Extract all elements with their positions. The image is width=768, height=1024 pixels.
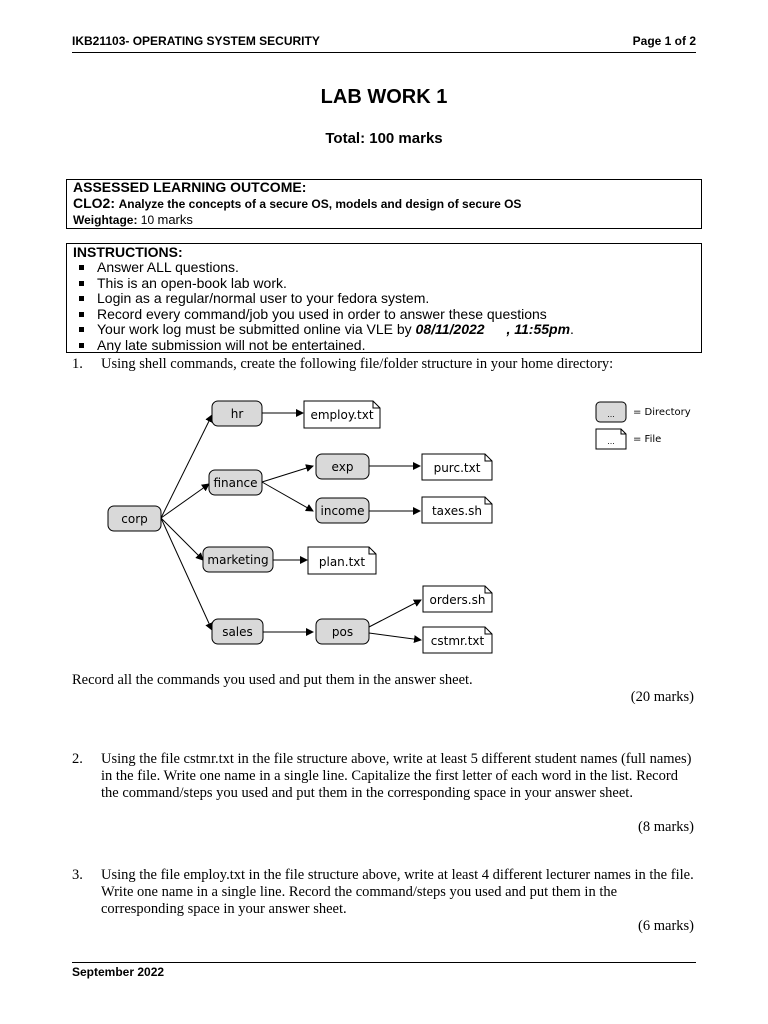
file-label: employ.txt <box>310 408 374 422</box>
file-node-plan <box>308 547 376 574</box>
legend-placeholder: ... <box>607 437 615 446</box>
dir-label: finance <box>213 476 258 490</box>
page-title: LAB WORK 1 <box>320 86 448 108</box>
file-label: purc.txt <box>433 461 481 475</box>
connector-corp-marketing <box>161 518 203 560</box>
dir-node-marketing <box>203 547 273 572</box>
weightage-label: Weightage: <box>73 213 138 227</box>
instruction-item: Answer ALL questions. <box>73 260 695 276</box>
instruction-item: This is an open-book lab work. <box>73 276 695 292</box>
legend-placeholder: ... <box>607 410 615 419</box>
question-3-marks: (6 marks) <box>638 918 694 934</box>
dir-node-hr <box>212 401 262 426</box>
connector-corp-sales <box>161 518 212 630</box>
diagram-connectors <box>161 413 421 640</box>
file-node-purc <box>422 454 492 480</box>
question-number: 1. <box>72 356 83 372</box>
total-marks: Total: 100 marks <box>325 130 443 147</box>
file-node-orders <box>423 586 492 612</box>
connector-pos-cstmr <box>369 633 421 640</box>
footer-rule <box>72 962 696 963</box>
dir-node-corp <box>108 506 161 531</box>
connector-pos-orders <box>369 600 421 627</box>
dir-node-income <box>316 498 369 523</box>
instruction-item: Any late submission will not be entertained. <box>73 338 695 354</box>
submission-date: 08/11/2022 <box>415 321 485 338</box>
submission-text: Your work log must be submitted online via VLE by <box>97 321 412 338</box>
file-node-taxes <box>422 497 492 523</box>
question-1-marks: (20 marks) <box>630 689 694 705</box>
instruction-item: Login as a regular/normal user to your fedora system. <box>73 291 695 307</box>
legend-file-label: = File <box>633 434 662 445</box>
clo-label: CLO2: <box>73 195 115 211</box>
page-number: Page 1 of 2 <box>632 34 696 48</box>
dir-node-pos <box>316 619 369 644</box>
legend-file <box>596 429 661 449</box>
dir-label: marketing <box>207 553 269 567</box>
weightage-value: 10 <box>140 213 155 227</box>
dir-node-sales <box>212 619 263 644</box>
file-label: taxes.sh <box>431 504 483 518</box>
legend-directory-label: = Directory <box>633 407 691 418</box>
legend-directory <box>596 402 691 422</box>
course-header: IKB21103- OPERATING SYSTEM SECURITY <box>72 34 320 48</box>
instructions-box <box>66 243 702 353</box>
question-text: Using shell commands, create the following file/folder structure in your home directory: <box>101 356 614 372</box>
question-number: 2. <box>72 751 83 767</box>
question-text: Using the file employ.txt in the file structure above, write at least 4 different lecturer names in the file. Write one name in a single line. Record the command/steps you used and put them in the corresponding space in your answer sheet. <box>101 867 694 917</box>
instruction-item-submission: Your work log must be submitted online via VLE by 08/11/2022 , 11:55pm. <box>73 322 695 338</box>
file-label: plan.txt <box>318 555 366 569</box>
instruction-item: Record every command/job you used in order to answer these questions <box>73 307 695 323</box>
dir-label: pos <box>331 625 354 639</box>
weightage-unit: marks <box>157 212 193 227</box>
file-label: cstmr.txt <box>430 634 485 648</box>
question-number: 3. <box>72 867 83 883</box>
question-3 <box>72 867 696 918</box>
instructions-list <box>73 260 695 354</box>
instructions-heading: INSTRUCTIONS: <box>73 244 183 260</box>
clo-text: Analyze the concepts of a secure OS, models and design of secure OS <box>118 197 522 211</box>
dir-label: exp <box>331 460 354 474</box>
connector-corp-hr <box>161 415 212 518</box>
connector-finance-income <box>262 482 313 511</box>
question-2 <box>72 751 696 802</box>
dir-label: corp <box>121 512 148 526</box>
footer-date: September 2022 <box>72 965 165 979</box>
dir-node-exp <box>316 454 369 479</box>
file-node-cstmr <box>423 627 492 653</box>
question-text: Using the file cstmr.txt in the file structure above, write at least 5 different student names (full names) in the file. Write one name in a single line. Capitalize the first letter of each word in the list. Record the command/steps you used and put them in the corresponding space in your answer sheet. <box>101 751 692 801</box>
outcome-heading: ASSESSED LEARNING OUTCOME: <box>73 179 307 195</box>
weightage-line <box>73 212 695 228</box>
question-2-marks: (8 marks) <box>638 819 694 835</box>
dir-label: income <box>320 504 365 518</box>
question-1 <box>72 356 696 373</box>
file-node-employ <box>304 401 380 428</box>
learning-outcome-box <box>66 179 702 229</box>
clo-line <box>73 195 695 212</box>
question-1-followup: Record all the commands you used and put them in the answer sheet. <box>72 672 473 688</box>
header-rule <box>72 52 696 53</box>
submission-time: , 11:55pm <box>506 321 571 338</box>
dir-label: sales <box>222 625 253 639</box>
connector-corp-finance <box>161 484 209 518</box>
file-label: orders.sh <box>429 593 486 607</box>
connector-finance-exp <box>262 466 313 482</box>
dir-node-finance <box>209 470 262 495</box>
directory-diagram <box>0 380 768 670</box>
dir-label: hr <box>230 407 244 421</box>
